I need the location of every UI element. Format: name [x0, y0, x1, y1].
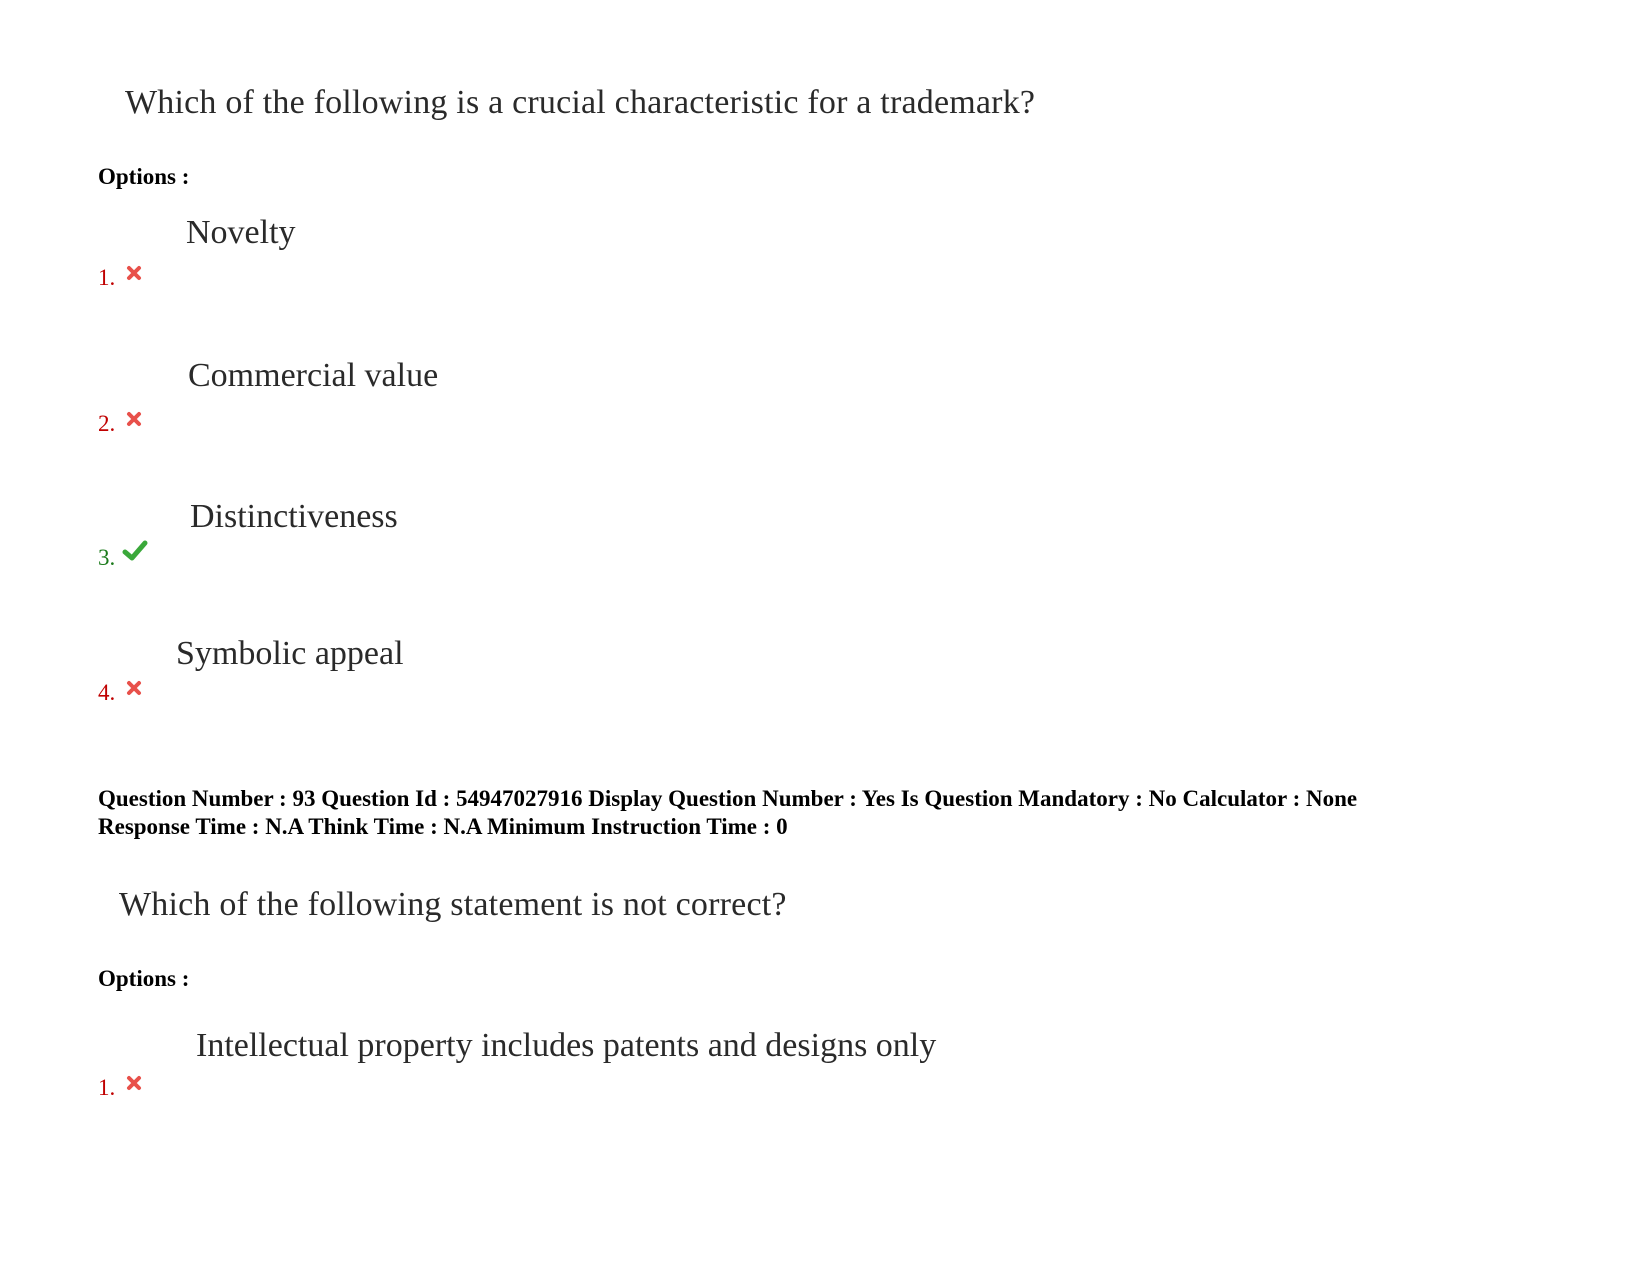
q2-option-1-text: Intellectual property includes patents and designs only: [196, 1027, 937, 1064]
q2-option-1-number: 1.: [98, 1075, 116, 1100]
q1-option-4-text: Symbolic appeal: [176, 635, 404, 672]
q1-option-2-text: Commercial value: [188, 357, 439, 394]
question-1-options-label: Options :: [98, 164, 190, 189]
question-meta-line-1: Question Number : 93 Question Id : 54947027916 Display Question Number : Yes Is Question Mandatory : No Calculator : None: [98, 786, 1358, 811]
question-2-options-label: Options :: [98, 966, 190, 991]
question-2-text: Which of the following statement is not correct?: [119, 886, 787, 923]
q1-option-1-text: Novelty: [186, 214, 296, 251]
q1-option-4-number: 4.: [98, 680, 116, 705]
cross-icon: [126, 411, 142, 427]
q1-option-3-text: Distinctiveness: [190, 498, 398, 535]
q1-option-3-number: 3.: [98, 545, 116, 570]
cross-icon: [126, 680, 142, 696]
cross-icon: [126, 1075, 142, 1091]
check-icon: [122, 540, 148, 562]
question-1-text: Which of the following is a crucial characteristic for a trademark?: [125, 84, 1036, 121]
q1-option-1-number: 1.: [98, 265, 116, 290]
cross-icon: [126, 265, 142, 281]
question-meta-line-2: Response Time : N.A Think Time : N.A Minimum Instruction Time : 0: [98, 814, 788, 839]
q1-option-2-number: 2.: [98, 411, 116, 436]
